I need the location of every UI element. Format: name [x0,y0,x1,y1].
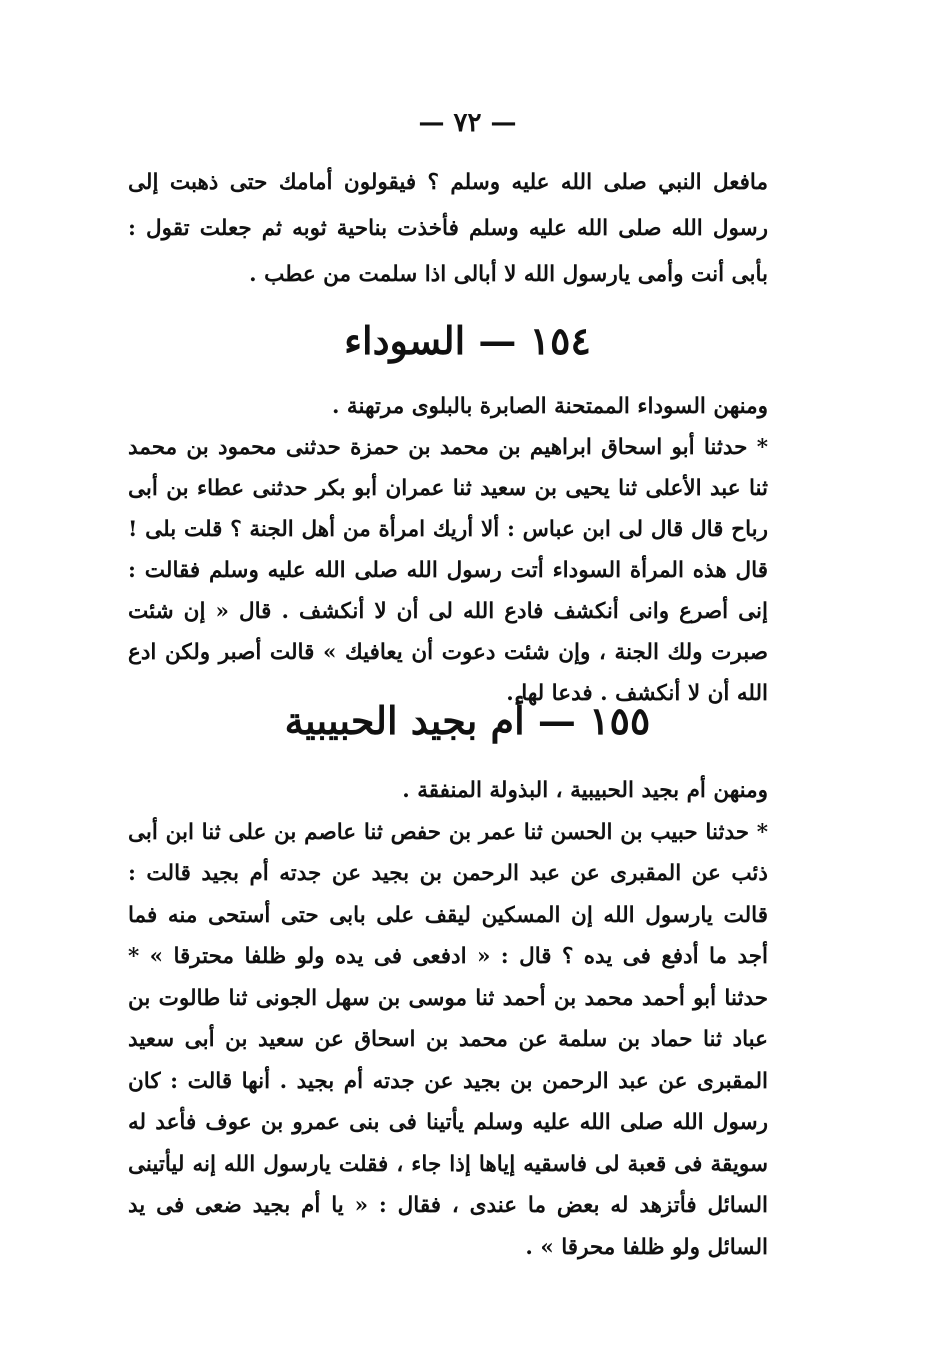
section-155-block [128,770,768,1268]
section-154-heading: ١٥٤ — السوداء [344,318,591,363]
section-154-lead: ومنهن السوداء الممتحنة الصابرة بالبلوى مرتهنة . [331,394,768,419]
section-155-heading: ١٥٥ — أم بجيد الحبيبية [284,698,651,743]
section-155-lead: ومنهن أم بجيد الحبيبية ، البذولة المنفقة . [402,778,768,803]
intro-paragraph-block [128,160,768,298]
section-155-body: * حدثنا حبيب بن الحسن ثنا عمر بن حفص ثنا عاصم بن على ثنا ابن أبى ذئب عن المقبرى عن عبد الرحمن بن بجيد عن جدته أم بجيد قالت : قالت يارسول الله إن المسكين ليقف على بابى حتى أستحى منه فما أجد ما أدفع فى يده ؟ قال : « ادفعى فى يده ولو ظلفا محترقا » * حدثنا أبو أحمد محمد بن أحمد ثنا موسى بن سهل الجونى ثنا طالوت بن عباد ثنا حماد بن سلمة عن محمد بن اسحاق عن سعيد بن أبى سعيد المقبرى عن عبد الرحمن بن بجيد عن جدته أم بجيد . أنها قالت : كان رسول الله صلى الله عليه وسلم يأتينا فى بنى عمرو بن عوف فأعد له سويقة فى قعبة لى فاسقيه إياها إذا جاء ، فقلت يارسول الله إنه ليأتينى السائل فأتزهد له بعض ما عندى ، فقال : « يا أم بجيد ضعى فى يد السائل ولو ظلفا محرقا » . [128,819,768,1260]
page-number: — ٧٢ — [418,108,517,138]
section-154-body: * حدثنا أبو اسحاق ابراهيم بن محمد بن حمزة حدثنى محمود بن محمد ثنا عبد الأعلى ثنا يحيى بن سعيد ثنا عمران أبو بكر حدثنى عطاء بن أبى رباح قال قال لى ابن عباس : ألا أريك امرأة من أهل الجنة ؟ قلت بلى ! قال هذه المرأة السوداء أتت رسول الله صلى الله عليه وسلم فقالت : إنى أصرع وانى أنكشف فادع الله لى أن لا أنكشف . قال « إن شئت صبرت ولك الجنة ، وإن شئت دعوت أن يعافيك » قالت أصبر ولكن ادع الله أن لا أنكشف . فدعا لها . [128,435,768,706]
intro-paragraph: مافعل النبي صلى الله عليه وسلم ؟ فيقولون أمامك حتى ذهبت إلى رسول الله صلى الله عليه وسلم فأخذت بناحية ثوبه ثم جعلت تقول : بأبى أنت وأمى يارسول الله لا أبالى اذا سلمت من عطب . [128,170,768,287]
section-154-block [128,386,768,714]
